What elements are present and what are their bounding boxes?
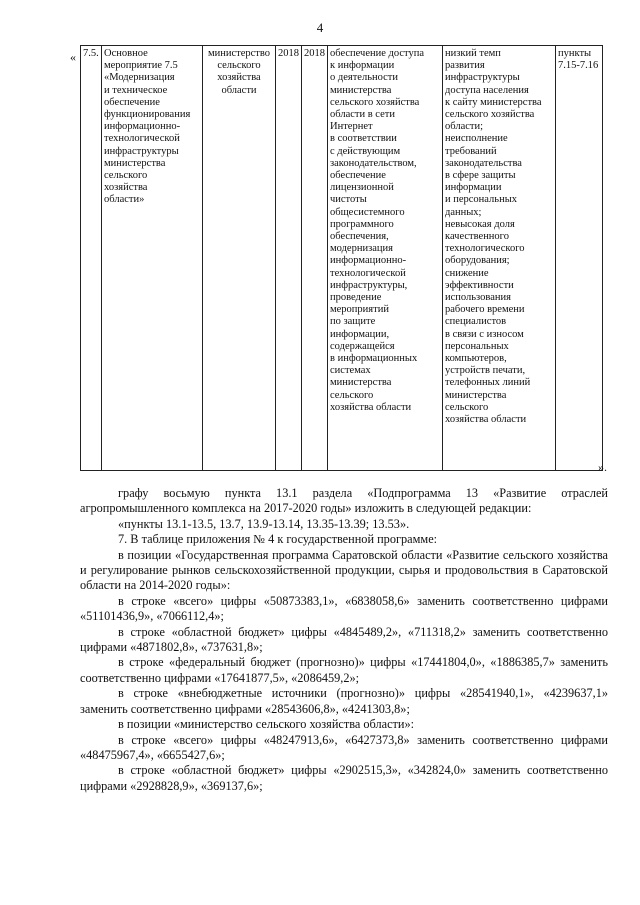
cell-indicator-link: пункты 7.15-7.16	[556, 46, 603, 471]
table-row	[81, 46, 603, 471]
cell-item-number: 7.5.	[81, 46, 102, 471]
paragraph: в строке «всего» цифры «50873383,1», «6838058,6» заменить соответственно цифрами «51101436,9», «7066112,4»;	[80, 593, 608, 624]
table-closing-quote: ».	[598, 460, 607, 474]
paragraph: 7. В таблице приложения № 4 к государственной программе:	[118, 532, 438, 547]
body-text	[80, 486, 608, 794]
page-number: 4	[316, 20, 324, 35]
activity-table	[80, 45, 603, 471]
paragraph: в позиции «Государственная программа Саратовской области «Развитие сельского хозяйства и регулирование рынков сельскохозяйственной продукции, сырья и продовольствия в Саратовской области на 2014-2020 годы»:	[80, 547, 608, 593]
cell-executor: министерство сельского хозяйства области	[203, 46, 276, 471]
paragraph: «пункты 13.1-13.5, 13.7, 13.9-13.14, 13.35-13.39; 13.53».	[118, 516, 410, 531]
paragraph: в строке «внебюджетные источники (прогнозно)» цифры «28541940,1», «4239637,1» заменить соответственно цифрами «28543606,8», «4241303,8»;	[80, 686, 608, 716]
cell-activity-name: Основное мероприятие 7.5 «Модернизация и техническое обеспечение функционирования информационно- технологической инфраструктуры министерства сельского хозяйства области»	[102, 46, 203, 471]
cell-expected-result: обеспечение доступа к информации о деятельности министерства сельского хозяйства области в сети Интернет в соответствии с действующим законодательством, обеспечение лицензионной чистоты общесистемного программного обеспечения, модернизация информационно- технологической инфраструктуры, проведение мероприятий по защите информации, содержащейся в информационных системах министерства сельского хозяйства области	[328, 46, 443, 471]
cell-year-end: 2018	[302, 46, 328, 471]
paragraph: в строке «областной бюджет» цифры «4845489,2», «711318,2» заменить соответственно цифрами «4871802,8», «737631,8»;	[80, 624, 608, 655]
paragraph: графу восьмую пункта 13.1 раздела «Подпрограмма 13 «Развитие отраслей агропромышленного комплекса на 2017-2020 годы» изложить в следующей редакции:	[80, 486, 608, 516]
paragraph: в строке «всего» цифры «48247913,6», «6427373,8» заменить соответственно цифрами «48475967,4», «6655427,6»;	[80, 732, 608, 762]
cell-year-start: 2018	[276, 46, 302, 471]
cell-risks: низкий темп развития инфраструктуры доступа населения к сайту министерства сельского хозяйства области; неисполнение требований законодательства в сфере защиты информации и персональных данных; невысокая доля качественного технологического оборудования; снижение эффективности использования рабочего времени специалистов в связи с износом персональных компьютеров, устройств печати, телефонных линий министерства сельского хозяйства области	[443, 46, 556, 471]
paragraph: в строке «областной бюджет» цифры «2902515,3», «342824,0» заменить соответственно цифрами «2928828,9», «369137,6»;	[80, 763, 608, 793]
table-opening-quote: «	[70, 50, 76, 64]
paragraph: в строке «федеральный бюджет (прогнозно)» цифры «17441804,0», «1886385,7» заменить соответственно цифрами «17641877,5», «2086459,2»;	[80, 655, 608, 685]
paragraph: в позиции «министерство сельского хозяйства области»:	[118, 717, 415, 732]
